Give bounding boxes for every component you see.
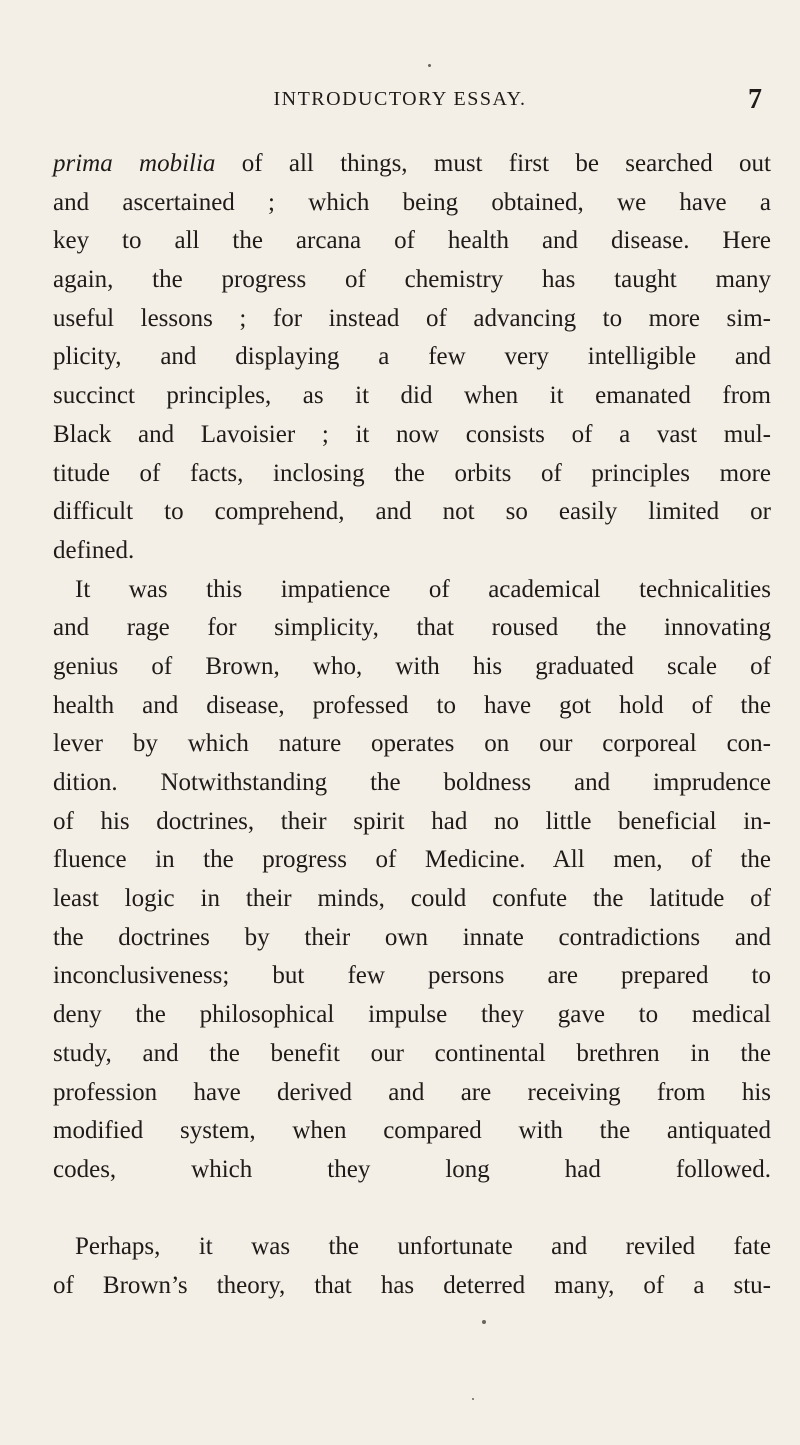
text-line: Perhaps, it was the unfortunate and reviled fate <box>75 1233 771 1261</box>
text-line: defined. <box>53 536 135 564</box>
text-line: and ascertained ; which being obtained, we have a <box>53 188 771 216</box>
text-line: study, and the benefit our continental brethren in the <box>53 1039 771 1067</box>
running-head: INTRODUCTORY ESSAY. <box>273 88 527 110</box>
text-line: profession have derived and are receiving from his <box>53 1078 771 1106</box>
body-text <box>53 145 771 1306</box>
paper-speck <box>428 64 431 67</box>
text-line: succinct principles, as it did when it emanated from <box>53 382 771 410</box>
text-line: health and disease, professed to have got hold of the <box>53 691 771 719</box>
paper-speck <box>482 1320 486 1324</box>
text-line: and rage for simplicity, that roused the innovating <box>53 614 771 642</box>
text-line: modified system, when compared with the antiquated <box>53 1117 771 1145</box>
page-number: 7 <box>748 84 762 115</box>
text-line: difficult to comprehend, and not so easily limited or <box>53 498 771 526</box>
text-line: of Brown’s theory, that has deterred many, of a stu- <box>53 1271 771 1299</box>
text-line: useful lessons ; for instead of advancing to more sim- <box>53 304 771 332</box>
text-line <box>53 1190 771 1229</box>
text-line: plicity, and displaying a few very intelligible and <box>53 343 771 371</box>
italic-phrase: prima mobilia <box>53 150 216 177</box>
text-line: lever by which nature operates on our corporeal con- <box>53 730 771 758</box>
text-line: the doctrines by their own innate contradictions and <box>53 923 771 951</box>
text-line: It was this impatience of academical technicalities <box>75 575 771 603</box>
text-line: again, the progress of chemistry has taught many <box>53 266 771 294</box>
text-line: codes, which they long had followed. <box>53 1155 771 1183</box>
text-line: dition. Notwithstanding the boldness and imprudence <box>53 769 771 796</box>
text-line: deny the philosophical impulse they gave to medical <box>53 1001 771 1029</box>
text-line: titude of facts, inclosing the orbits of principles more <box>53 459 771 487</box>
line-text: of all things, must first be searched out <box>215 150 771 177</box>
text-line <box>53 145 771 184</box>
text-line: key to all the arcana of health and disease. Here <box>53 227 771 255</box>
paper-speck <box>472 1398 474 1400</box>
text-line: inconclusiveness; but few persons are prepared to <box>53 962 771 990</box>
text-line: Black and Lavoisier ; it now consists of a vast mul- <box>53 420 771 448</box>
text-line: genius of Brown, who, with his graduated scale of <box>53 652 771 680</box>
text-line: of his doctrines, their spirit had no little beneficial in- <box>53 807 771 835</box>
text-line: least logic in their minds, could confute the latitude of <box>53 885 771 913</box>
text-line: fluence in the progress of Medicine. All men, of the <box>53 846 771 874</box>
